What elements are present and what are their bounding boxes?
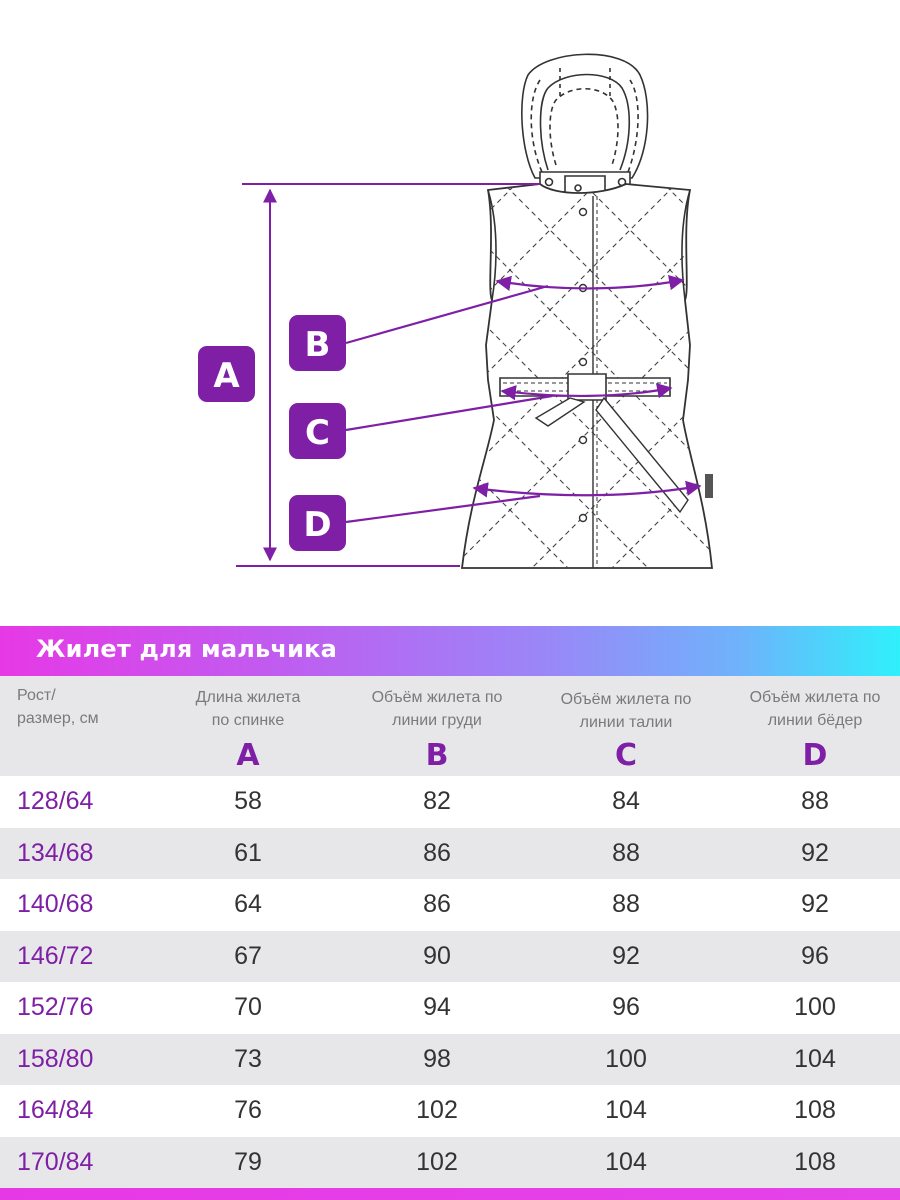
- cell-size: 134/68: [17, 838, 94, 867]
- cell-size: 164/84: [17, 1096, 94, 1124]
- header-a-line1: Длина жилета: [195, 689, 301, 706]
- size-table: [0, 676, 900, 1188]
- cell-a: 61: [234, 838, 262, 867]
- header-a-line2: по спинке: [211, 712, 285, 729]
- header-letter-d: D: [802, 738, 828, 773]
- header-c: [551, 688, 701, 734]
- table-row: [0, 879, 900, 931]
- cell-a: 73: [234, 1044, 262, 1073]
- header-b: [362, 686, 512, 732]
- cell-b: 94: [423, 993, 451, 1021]
- cell-d: 100: [794, 993, 836, 1021]
- table-row: [0, 1137, 900, 1189]
- vest-body: [360, 180, 820, 580]
- table-title: Жилет для мальчика: [36, 635, 337, 663]
- header-size-line1: Рост/: [17, 687, 56, 704]
- bottom-accent-bar: [0, 1188, 900, 1200]
- header-b-line1: Объём жилета по: [371, 689, 503, 706]
- cell-a: 79: [234, 1147, 262, 1176]
- header-size-line2: размер, см: [17, 710, 99, 727]
- cell-b: 98: [423, 1044, 451, 1073]
- cell-c: 104: [605, 1096, 647, 1124]
- cell-b: 90: [423, 941, 451, 970]
- cell-a: 58: [234, 787, 262, 815]
- badge-d: [289, 495, 346, 551]
- cell-b: 82: [423, 787, 451, 815]
- table-row: [0, 982, 900, 1034]
- cell-size: 170/84: [17, 1147, 94, 1176]
- header-a: [188, 686, 308, 732]
- cell-d: 108: [794, 1096, 836, 1124]
- svg-text:D: D: [303, 505, 332, 545]
- header-letter-a: A: [236, 738, 260, 773]
- table-row: [0, 931, 900, 983]
- header-c-line1: Объём жилета по: [560, 691, 692, 708]
- header-size: [17, 684, 99, 730]
- header-c-line2: линии талии: [579, 714, 673, 731]
- cell-c: 104: [605, 1147, 647, 1176]
- cell-c: 92: [612, 941, 640, 970]
- vest-hood: [522, 54, 648, 196]
- cell-d: 96: [801, 941, 829, 970]
- cell-d: 108: [794, 1147, 836, 1176]
- cell-c: 96: [612, 993, 640, 1021]
- cell-b: 102: [416, 1096, 458, 1124]
- cell-c: 88: [612, 890, 640, 918]
- cell-size: 158/80: [17, 1044, 94, 1073]
- header-b-line2: линии груди: [392, 712, 482, 729]
- cell-c: 88: [612, 838, 640, 867]
- cell-d: 104: [794, 1044, 836, 1073]
- cell-a: 70: [234, 993, 262, 1021]
- badge-b: [289, 315, 346, 371]
- cell-size: 140/68: [17, 890, 94, 918]
- cell-size: 152/76: [17, 993, 94, 1021]
- cell-a: 67: [234, 941, 262, 970]
- cell-b: 86: [423, 838, 451, 867]
- table-row: [0, 828, 900, 880]
- badge-a: [198, 346, 255, 402]
- cell-size: 128/64: [17, 787, 94, 815]
- cell-b: 86: [423, 890, 451, 918]
- header-letter-c: C: [614, 738, 638, 773]
- header-d-line2: линии бёдер: [767, 712, 863, 729]
- table-row: [0, 1034, 900, 1086]
- svg-text:A: A: [213, 356, 240, 396]
- badge-c: [289, 403, 346, 459]
- header-d-line1: Объём жилета по: [749, 689, 881, 706]
- cell-size: 146/72: [17, 941, 94, 970]
- svg-text:C: C: [305, 413, 330, 453]
- table-row: [0, 1085, 900, 1137]
- header-d: [740, 686, 890, 732]
- cell-c: 84: [612, 787, 640, 815]
- header-letter-b: B: [425, 738, 449, 773]
- cell-b: 102: [416, 1147, 458, 1176]
- cell-d: 92: [801, 838, 829, 867]
- cell-a: 64: [234, 890, 262, 918]
- table-title-bar: [0, 626, 900, 676]
- cell-d: 88: [801, 787, 829, 815]
- cell-a: 76: [234, 1096, 262, 1124]
- table-row: [0, 776, 900, 828]
- table-header: [0, 676, 900, 776]
- svg-text:B: B: [304, 325, 331, 365]
- cell-d: 92: [801, 890, 829, 918]
- cell-c: 100: [605, 1044, 647, 1073]
